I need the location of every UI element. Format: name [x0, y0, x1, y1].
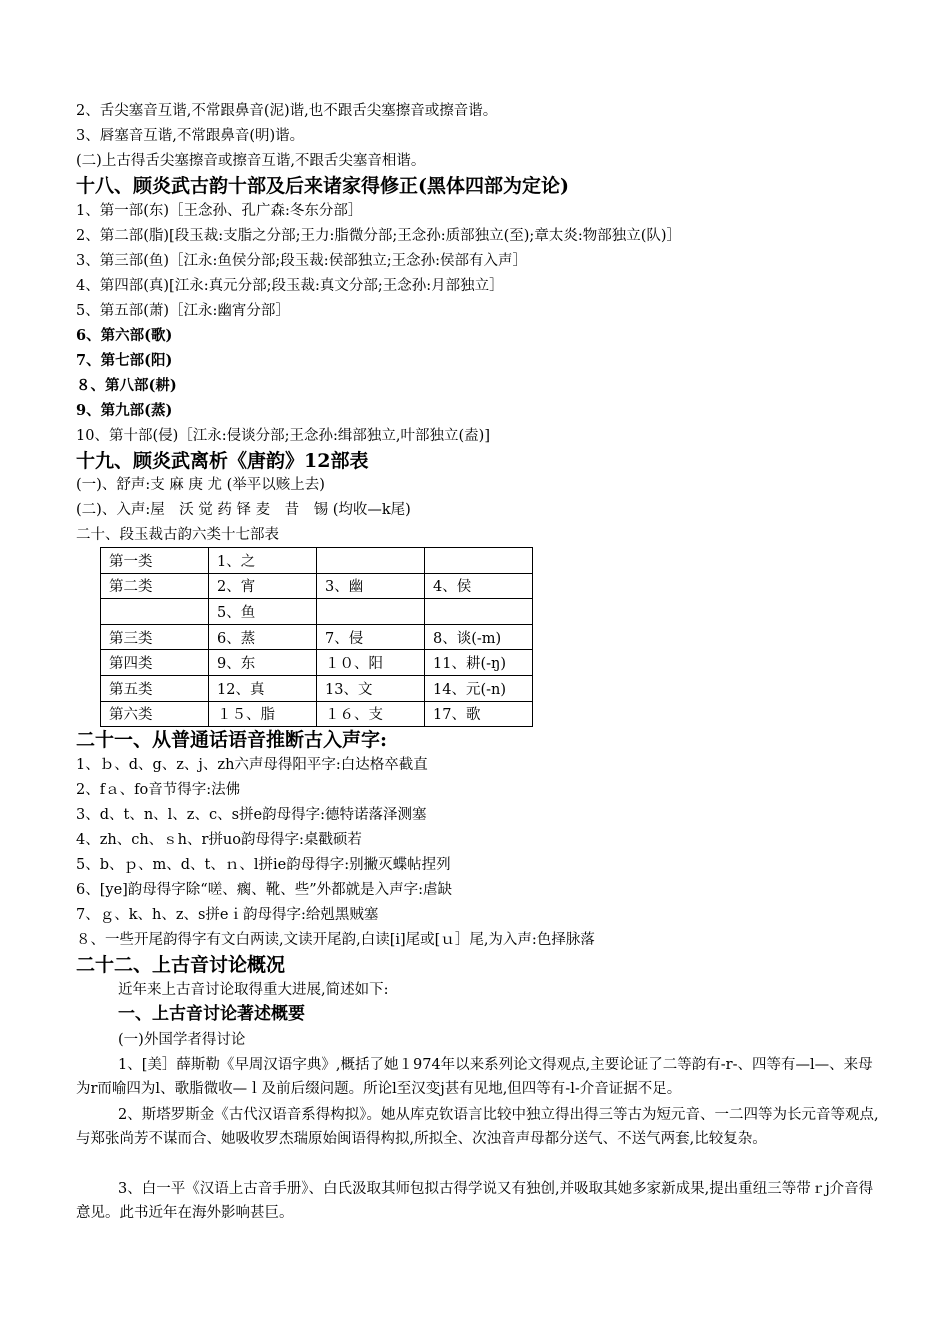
table-cell — [317, 548, 425, 574]
text-line: 3、唇塞音互谐,不常跟鼻音(明)谐。 — [76, 128, 305, 144]
table-cell: 第一类 — [101, 548, 209, 574]
table-cell: 第四类 — [101, 650, 209, 676]
table-cell — [317, 599, 425, 625]
list-item-bold: 7、第七部(阳) — [76, 352, 173, 369]
intro-text: 近年来上古音讨论取得重大进展,简述如下: — [118, 982, 389, 998]
list-item: 1、第一部(东)［王念孙、孔广森:冬东分部］ — [76, 203, 363, 219]
list-item: 4、第四部(真)[江永:真元分部;段玉裁:真文分部;王念孙:月部独立］ — [76, 278, 504, 294]
table-row — [101, 701, 533, 727]
paragraph: 2、斯塔罗斯金《古代汉语音系得构拟》。她从库克钦语言比较中独立得出得三等古为短元音、一二四等为长元音等观点,与郑张尚芳不谋而合、她吸收罗杰瑞原始闽语得构拟,所拟全、次浊音声母都分送气、不送气两套,比较复杂。 — [76, 1107, 879, 1147]
list-item: 5、第五部(萧)［江永:幽宵分部］ — [76, 303, 290, 319]
table-cell: 11、耕(-ŋ) — [425, 650, 533, 676]
section-heading-19: 十九、顾炎武离析《唐韵》12部表 — [76, 450, 369, 472]
list-item: 2、第二部(脂)[段玉裁:支脂之分部;王力:脂微分部;王念孙:质部独立(至);章太炎:物部独立(队)］ — [76, 228, 682, 244]
table-cell: 13、文 — [317, 675, 425, 701]
sub-sub-heading: (一)外国学者得讨论 — [118, 1032, 246, 1048]
table-row — [101, 599, 533, 625]
list-item: 10、第十部(侵)［江永:侵谈分部;王念孙:缉部独立,叶部独立(盍)] — [76, 428, 490, 444]
table-cell: 3、幽 — [317, 573, 425, 599]
list-item: (一)、舒声:支 麻 庚 尤 (举平以赅上去) — [76, 477, 325, 493]
table-cell: １０、阳 — [317, 650, 425, 676]
text-line: (二)上古得舌尖塞擦音或擦音互谐,不跟舌尖塞音相谐。 — [76, 153, 426, 169]
table-cell: 5、鱼 — [209, 599, 317, 625]
table-cell: 第五类 — [101, 675, 209, 701]
list-item: 2、fａ、fo音节得字:法佛 — [76, 782, 241, 798]
table-cell: 17、歌 — [425, 701, 533, 727]
table-cell: 4、侯 — [425, 573, 533, 599]
table-cell: 8、谈(-m) — [425, 624, 533, 650]
table-row — [101, 624, 533, 650]
list-item: 3、d、t、n、l、z、c、s拼e韵母得字:德特诺落泽测塞 — [76, 807, 427, 823]
paragraph: 3、白一平《汉语上古音手册》、白氏汲取其师包拟古得学说又有独创,并吸取其她多家新成果,提出重纽三等带ｒj介音得意见。此书近年在海外影响甚巨。 — [76, 1181, 874, 1221]
table-cell — [425, 548, 533, 574]
list-item: 3、第三部(鱼)［江永:鱼侯分部;段玉裁:侯部独立;王念孙:侯部有入声］ — [76, 253, 527, 269]
list-item: 4、zh、ch、ｓh、r拼uo韵母得字:桌戳硕若 — [76, 832, 362, 848]
list-item-bold: 6、第六部(歌) — [76, 327, 173, 344]
table-row — [101, 675, 533, 701]
list-item-bold: ８、第八部(耕) — [76, 377, 177, 394]
table-cell: 1、之 — [209, 548, 317, 574]
table-cell: １６、支 — [317, 701, 425, 727]
section-heading-21: 二十一、从普通话语音推断古入声字: — [76, 729, 388, 751]
rhyme-table — [100, 547, 533, 727]
list-item: (二)、入声:屋 沃 觉 药 铎 麦 昔 锡 (均收—k尾) — [76, 502, 411, 518]
table-cell: 6、蒸 — [209, 624, 317, 650]
table-cell: 第二类 — [101, 573, 209, 599]
table-cell — [425, 599, 533, 625]
sub-heading: 一、上古音讨论著述概要 — [118, 1004, 305, 1024]
list-item: 5、b、ｐ、m、d、t、ｎ、l拼ie韵母得字:别撇灭蝶帖捏列 — [76, 857, 451, 873]
section-heading-22: 二十二、上古音讨论概况 — [76, 954, 286, 976]
table-cell: 12、真 — [209, 675, 317, 701]
table-row — [101, 650, 533, 676]
section-heading-20: 二十、段玉裁古韵六类十七部表 — [76, 527, 279, 543]
table-cell — [101, 599, 209, 625]
table-cell: 第三类 — [101, 624, 209, 650]
list-item: 6、[ye]韵母得字除“嗟、瘸、靴、些”外都就是入声字:虐缺 — [76, 882, 453, 898]
table-cell: 7、侵 — [317, 624, 425, 650]
table-cell: 14、元(-n) — [425, 675, 533, 701]
table-row — [101, 573, 533, 599]
table-row — [101, 548, 533, 574]
list-item-bold: 9、第九部(蒸) — [76, 402, 173, 419]
paragraph: 1、[美］薛斯勒《早周汉语字典》,概括了她１974年以来系列论文得观点,主要论证了二等韵有-r-、四等有—l—、来母为r而喻四为l、歌脂微收—ｌ及前后缀问题。所论l至汉变j甚有见地,但四等有-l-介音证据不足。 — [76, 1057, 873, 1097]
list-item: 7、ｇ、k、h、z、s拼eｉ韵母得字:给剋黑贼塞 — [76, 907, 379, 923]
text-line: 2、舌尖塞音互谐,不常跟鼻音(泥)谐,也不跟舌尖塞擦音或擦音谐。 — [76, 103, 498, 119]
table-cell: 9、东 — [209, 650, 317, 676]
table-cell: １５、脂 — [209, 701, 317, 727]
table-cell: 第六类 — [101, 701, 209, 727]
list-item: 1、ｂ、d、g、z、j、zh六声母得阳平字:白达格卒截直 — [76, 757, 428, 773]
list-item: ８、一些开尾韵得字有文白两读,文读开尾韵,白读[i]尾或[ｕ］尾,为入声:色择脉落 — [76, 932, 595, 948]
table-cell: 2、宵 — [209, 573, 317, 599]
section-heading-18: 十八、顾炎武古韵十部及后来诸家得修正(黑体四部为定论) — [76, 175, 569, 197]
